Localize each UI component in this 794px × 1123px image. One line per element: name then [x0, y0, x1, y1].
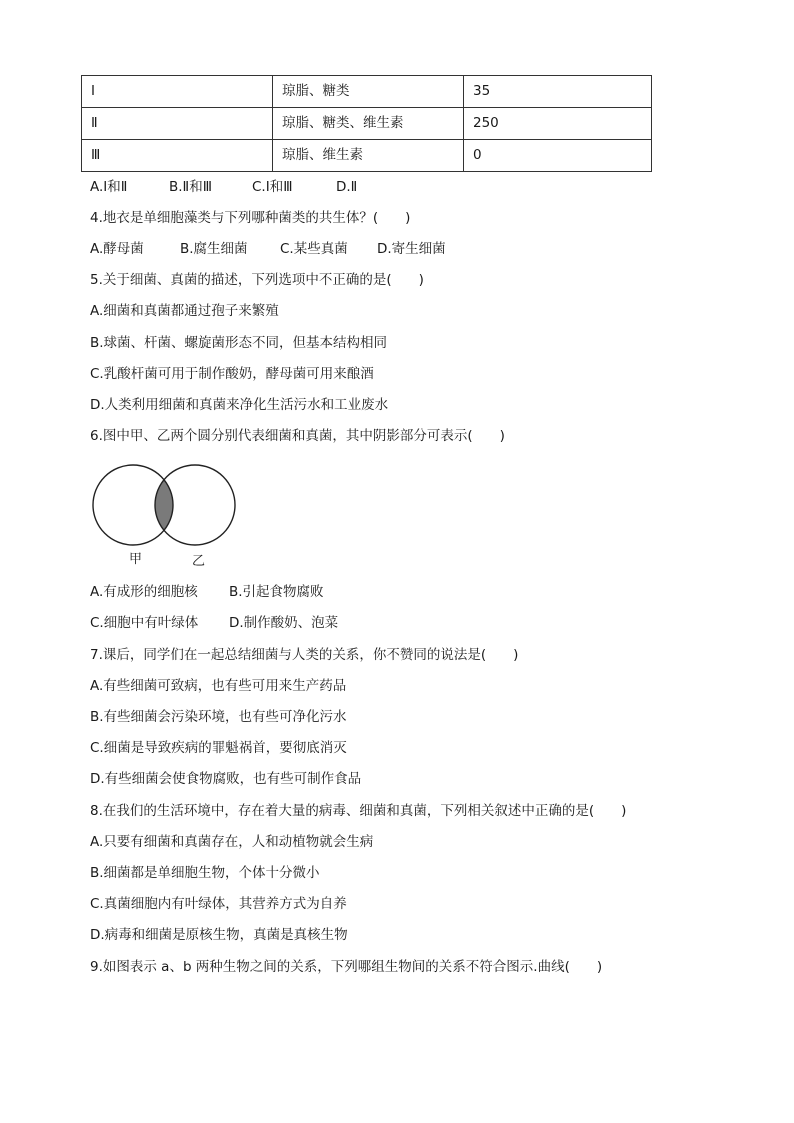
q7-option-b: B.有些细菌会污染环境，也有些可净化污水: [90, 709, 347, 725]
q8-stem: 8.在我们的生活环境中，存在着大量的病毒、细菌和真菌，下列相关叙述中正确的是( ): [90, 803, 627, 819]
q8-option-b: B.细菌都是单细胞生物，个体十分微小: [90, 865, 320, 881]
q8-option-c: C.真菌细胞内有叶绿体，其营养方式为自养: [90, 896, 347, 912]
q3-option-c: C.Ⅰ和Ⅲ: [252, 179, 293, 195]
medium-cell: 琼脂、糖类、维生素: [273, 108, 464, 140]
q3-option-b: B.Ⅱ和Ⅲ: [169, 179, 213, 195]
q4-options: [90, 243, 446, 257]
label-yi: 乙: [192, 554, 206, 569]
q6-option-b: B.引起食物腐败: [229, 584, 324, 600]
q8-option-a: A.只要有细菌和真菌存在，人和动植物就会生病: [90, 834, 374, 850]
q3-option-d: D.Ⅱ: [336, 179, 358, 195]
group-cell: Ⅱ: [82, 108, 273, 140]
q7-stem: 7.课后，同学们在一起总结细菌与人类的关系，你不赞同的说法是( ): [90, 647, 519, 663]
q5-option-b: B.球菌、杆菌、螺旋菌形态不同，但基本结构相同: [90, 335, 388, 351]
medium-cell: 琼脂、维生素: [273, 140, 464, 172]
table-row: [82, 76, 652, 108]
q5-option-a: A.细菌和真菌都通过孢子来繁殖: [90, 303, 279, 319]
q4-option-c: C.某些真菌: [280, 241, 348, 257]
q9-stem: 9.如图表示 a、b 两种生物之间的关系，下列哪组生物间的关系不符合图示.曲线( ): [90, 959, 603, 975]
group-cell: Ⅰ: [82, 76, 273, 108]
q5-option-d: D.人类利用细菌和真菌来净化生活污水和工业废水: [90, 397, 389, 413]
count-cell: 0: [464, 140, 652, 172]
table-row: [82, 108, 652, 140]
q3-option-a: A.Ⅰ和Ⅱ: [90, 179, 128, 195]
q6-option-d: D.制作酸奶、泡菜: [229, 615, 339, 631]
q6-options-row2: [90, 617, 338, 631]
q6-stem: 6.图中甲、乙两个圆分别代表细菌和真菌，其中阴影部分可表示( ): [90, 428, 505, 444]
q6-option-c: C.细胞中有叶绿体: [90, 615, 199, 631]
medium-cell: 琼脂、糖类: [273, 76, 464, 108]
count-cell: 250: [464, 108, 652, 140]
culture-table: [81, 75, 652, 172]
label-jia: 甲: [129, 552, 143, 567]
q6-options-row1: [90, 586, 324, 600]
q3-options: [90, 181, 357, 195]
venn-diagram: [92, 462, 242, 570]
table-row: [82, 140, 652, 172]
count-cell: 35: [464, 76, 652, 108]
group-cell: Ⅲ: [82, 140, 273, 172]
q6-option-a: A.有成形的细胞核: [90, 584, 198, 600]
q4-option-b: B.腐生细菌: [180, 241, 248, 257]
q4-stem: 4.地衣是单细胞藻类与下列哪种菌类的共生体？( ): [90, 210, 411, 226]
q7-option-a: A.有些细菌可致病，也有些可用来生产药品: [90, 678, 347, 694]
q7-option-c: C.细菌是导致疾病的罪魁祸首，要彻底消灭: [90, 740, 347, 756]
q5-option-c: C.乳酸杆菌可用于制作酸奶，酵母菌可用来酿酒: [90, 366, 374, 382]
q4-option-d: D.寄生细菌: [377, 241, 446, 257]
q5-stem: 5.关于细菌、真菌的描述，下列选项中不正确的是( ): [90, 272, 424, 288]
q4-option-a: A.酵母菌: [90, 241, 144, 257]
q8-option-d: D.病毒和细菌是原核生物，真菌是真核生物: [90, 927, 348, 943]
q7-option-d: D.有些细菌会使食物腐败，也有些可制作食品: [90, 771, 362, 787]
